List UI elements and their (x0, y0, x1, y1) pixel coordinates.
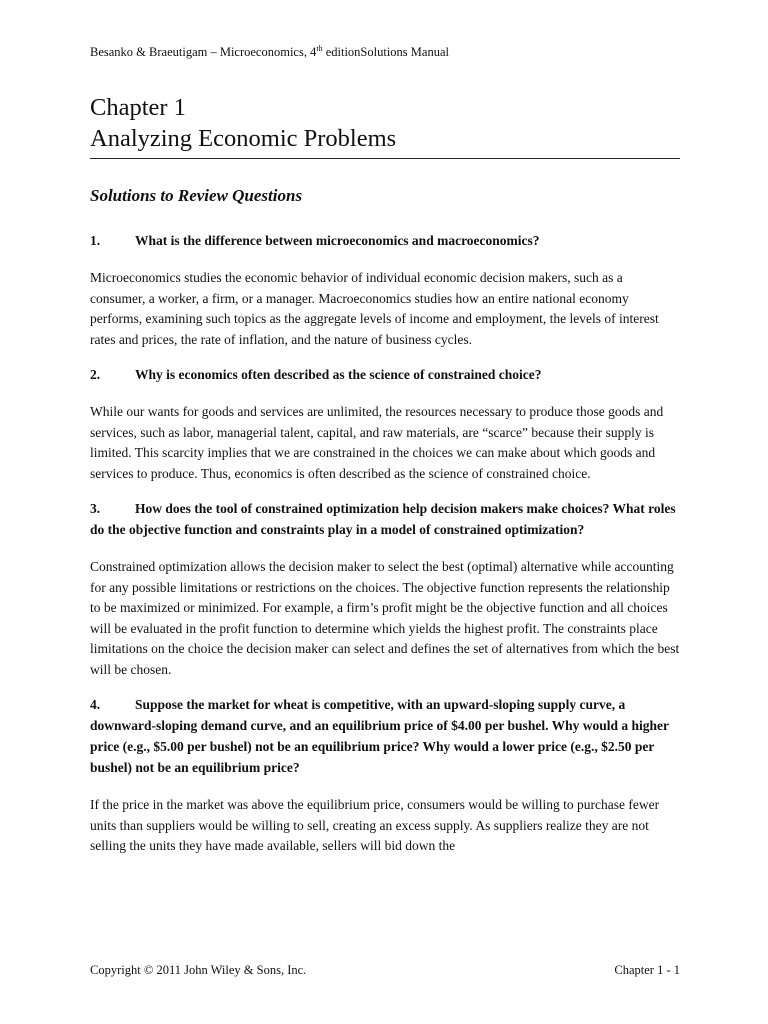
running-header-suffix: editionSolutions Manual (322, 45, 449, 59)
review-questions (90, 230, 680, 871)
question-2 (90, 364, 680, 385)
chapter-title: Analyzing Economic Problems (90, 125, 397, 152)
section-title: Solutions to Review Questions (90, 186, 303, 205)
chapter-heading (90, 92, 680, 159)
question-text: Why is economics often described as the science of constrained choice? (135, 367, 542, 382)
document-page (90, 0, 680, 1024)
question-text: What is the difference between microeconomics and macroeconomics? (135, 233, 540, 248)
question-text: Suppose the market for wheat is competitive, with an upward-sloping supply curve, a downward-sloping demand curve, and an equilibrium price of $4.00 per bushel. Why would a higher price (e.g., $5.00 per bushel) not be an equilibrium price? Why would a lower price (e.g., $2.50 per bushel) not be an equilibrium price? (90, 697, 669, 775)
answer-4: If the price in the market was above the equilibrium price, consumers would be willing to purchase fewer units than suppliers would be willing to sell, creating an excess supply. As suppliers realize they are not selling the units they have made available, sellers will bid down the (90, 797, 660, 853)
page-number: Chapter 1 - 1 (614, 963, 680, 977)
question-1 (90, 230, 680, 251)
question-text: How does the tool of constrained optimization help decision makers make choices? What roles do the objective function and constraints play in a model of constrained optimization? (90, 501, 676, 537)
question-number: 3. (90, 501, 101, 516)
answer-2: While our wants for goods and services are unlimited, the resources necessary to produce those goods and services, such as labor, managerial talent, capital, and raw materials, are “scarce” because their supply is limited. This scarcity implies that we are constrained in the choices we can make about which goods and services to produce. Thus, economics is often described as the science of constrained choice. (90, 404, 664, 481)
question-3 (90, 498, 680, 540)
copyright-notice: Copyright © 2011 John Wiley & Sons, Inc. (90, 963, 307, 977)
chapter-number: Chapter 1 (90, 94, 186, 121)
running-header (90, 44, 449, 60)
running-header-prefix: Besanko & Braeutigam – Microeconomics, 4 (90, 45, 317, 59)
question-number: 2. (90, 367, 101, 382)
question-number: 4. (90, 697, 101, 712)
question-4 (90, 694, 680, 778)
edition-ordinal-sup: th (316, 43, 323, 53)
answer-3: Constrained optimization allows the decision maker to select the best (optimal) alternative while accounting for any possible limitations or restrictions on the choices. The objective function represents the relationship to be maximized or minimized. For example, a firm’s profit might be the objective function and all choices will be evaluated in the profit function to determine which yields the highest profit. The constraints place limitations on the choice the decision maker can select and defines the set of alternatives from which the best will be chosen. (90, 559, 680, 677)
question-number: 1. (90, 233, 101, 248)
answer-1: Microeconomics studies the economic behavior of individual economic decision makers, such as a consumer, a worker, a firm, or a manager. Macroeconomics studies how an entire national economy performs, examining such topics as the aggregate levels of income and employment, the levels of interest rates and prices, the rate of inflation, and the nature of business cycles. (90, 270, 659, 347)
